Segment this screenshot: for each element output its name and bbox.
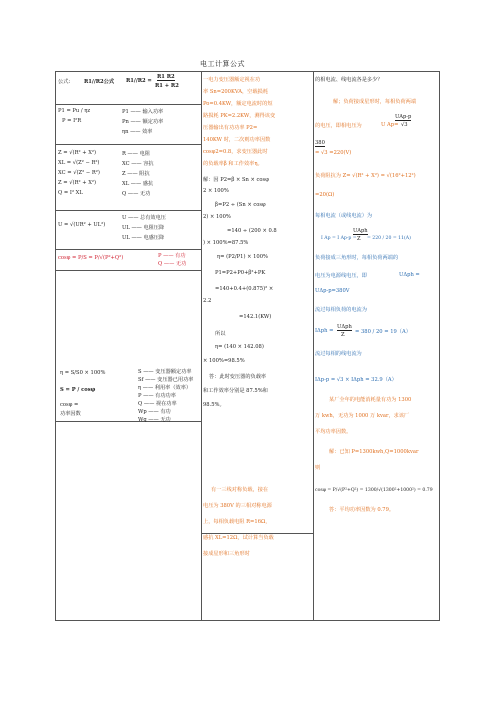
definition: P —— 有功功率 xyxy=(138,393,176,399)
text-line: 电压为电源线电压，即 xyxy=(315,273,367,279)
formula: XC = √(Z² − R²) xyxy=(58,170,100,176)
text-line: 流过每相的线电流为 xyxy=(315,351,362,357)
fraction-denominator: √3 xyxy=(401,122,408,128)
fraction-numerator: UΔph xyxy=(337,324,352,330)
text-line: 140KW 时，二次则功率因数 xyxy=(203,137,271,143)
formula: cosφ = P/S = P/√(P²+Q²) xyxy=(58,255,124,261)
formula: I Ap = I Ap-p = xyxy=(321,236,357,241)
text-line: β=P2 ÷ (Sn × cosφ xyxy=(215,202,266,208)
definition: UL —— 电阻压降 xyxy=(122,225,165,231)
definition: P1 —— 输入功率 xyxy=(122,109,164,115)
formula: R1//R2 = xyxy=(126,78,152,84)
label: U Ap= xyxy=(381,122,399,128)
text-line: 的电压，即相电压为 xyxy=(315,123,362,129)
column-divider xyxy=(313,72,314,620)
text-line: 一电力变压器额定视在功 xyxy=(203,77,261,83)
text-line: 解：因 P2=β × Sn × cosφ xyxy=(203,177,269,183)
formula: η = S/S0 × 100% xyxy=(60,370,106,376)
fraction-numerator: UAph xyxy=(353,228,368,234)
row-divider xyxy=(56,249,201,250)
fraction-numerator: 380 xyxy=(315,140,325,146)
text-line: 则 xyxy=(315,465,321,471)
text-line: =142.1(KW) xyxy=(239,314,272,320)
row-divider xyxy=(56,421,201,422)
formula: cosφ = xyxy=(60,402,79,408)
row-divider xyxy=(56,270,201,271)
definition: ηn —— 效率 xyxy=(122,129,153,135)
text-line: 感抗 XL=12Ω，试计算当负载 xyxy=(203,535,274,541)
text-line: 万 kwh，无功为 1000 万 kvar，求该厂 xyxy=(315,413,410,419)
text-line: =20(Ω) xyxy=(315,192,335,198)
formula: U = √(UR² + UL²) xyxy=(58,222,106,228)
text-line: Po=0.4KW，额定电流时的短 xyxy=(203,101,273,107)
definition: η —— 利用率（效率） xyxy=(138,385,192,391)
column-divider xyxy=(201,72,202,620)
text-line: ) × 100%=87.5% xyxy=(203,240,249,246)
row-divider xyxy=(56,144,201,145)
text-line: IΔph = xyxy=(315,328,334,334)
text-line: 上，每相负载电阻 R=16Ω， xyxy=(203,519,271,525)
row-divider xyxy=(56,210,201,211)
text-line: η= (P2/P1) × 100% xyxy=(217,254,268,260)
text-line: 答：此时变压器的负载率 xyxy=(209,374,267,380)
text-line: 的相电流、线电流各是多少？ xyxy=(315,77,383,83)
text-line: 负荷接成三角形时，每相负荷两端的 xyxy=(315,255,399,261)
text-line: 压器输出有功功率 P2= xyxy=(203,125,258,131)
formula: = 380 / 20 = 19（A） xyxy=(355,329,411,335)
definition: Q —— 视在功率 xyxy=(138,401,177,407)
text-line: cosφ = P/√(P²+Q²) = 1300/√(1300²+1000²) = 0.79 xyxy=(315,488,433,493)
formula: Q = I² XL xyxy=(58,190,83,196)
text-line: 接成星形和三角形时 xyxy=(203,551,250,557)
definition: Z —— 阻抗 xyxy=(122,171,150,177)
text-line: 的负载率β 和工作效率η。 xyxy=(203,161,263,167)
definition: P —— 有功 xyxy=(158,253,186,259)
text-line: 有一三线对称负载，接在 xyxy=(211,487,269,493)
row-divider xyxy=(56,104,201,105)
fraction-numerator: R1 R2 xyxy=(157,74,175,80)
text-line: 98.5%。 xyxy=(203,402,225,408)
text-line: 所以 xyxy=(215,331,226,337)
text-line: 某厂全年的电能消耗量有功为 1300 xyxy=(329,397,412,403)
page-title: 电工计算公式 xyxy=(200,60,245,68)
text-line: =140+0.4+(0.875)² × xyxy=(215,286,274,292)
formula-name: 功率因数 xyxy=(60,411,81,417)
text-line: 电压为 380V 的三相对称电源 xyxy=(203,503,272,509)
text-line: 2.2 xyxy=(203,298,212,304)
definition: S —— 变压器额定功率 xyxy=(138,369,192,375)
formula: UΔph = xyxy=(399,272,420,278)
definition: U —— 总有效电压 xyxy=(122,215,166,221)
definition: Q —— 无功 xyxy=(122,191,151,197)
text-line: = √3 =220(V) xyxy=(315,150,352,156)
definition: UL —— 电感压降 xyxy=(122,235,165,241)
formula-name: R1//R2公式 xyxy=(84,79,115,85)
text-line: 路损耗 PK=2.2KW，测得该变 xyxy=(203,113,276,119)
label: 公式: xyxy=(58,79,71,85)
text-line: 和工作效率分别是 87.5%和 xyxy=(203,388,268,394)
formula: P = I²R xyxy=(62,118,82,124)
definition: Q —— 无功 xyxy=(158,261,187,267)
definition: Wq —— 无功 xyxy=(138,417,171,423)
fraction-numerator: UAp-p xyxy=(395,114,412,120)
formula: P1 = Pu / ηz xyxy=(58,108,91,114)
definition: Sf —— 变压器已用功率 xyxy=(138,377,194,383)
text-line: × 100%=98.5% xyxy=(203,358,245,364)
text-line: P1=P2+P0+β²+PK xyxy=(215,270,266,276)
fraction-denominator: Z xyxy=(357,236,361,242)
text-line: UΔp-p=380V xyxy=(315,288,350,294)
definition: R —— 电阻 xyxy=(122,151,150,157)
formula: = 220 / 20 = 11(A) xyxy=(367,236,411,241)
text-line: 解：已知 P=1300kwh,Q=1000kvar xyxy=(329,449,419,455)
text-line: 2 × 100% xyxy=(203,188,229,194)
text-line: 每相电流（或线电流）为 xyxy=(315,213,373,219)
text-line: 流过每相负荷的电流为 xyxy=(315,307,367,313)
definition: Pn —— 额定功率 xyxy=(122,119,164,125)
definition: Wp —— 有功 xyxy=(138,409,171,415)
text-line: 率 Sn=200KVA，空载损耗 xyxy=(203,89,268,95)
text-line: =140 ÷ (200 × 0.8 xyxy=(227,228,277,234)
formula: Z = √(R² + X²) xyxy=(58,150,97,156)
text-line: 2) × 100% xyxy=(203,214,231,220)
text-line: 负荷阻抗为 Z= √(R² + X²) = √(16²+12²) xyxy=(315,173,416,179)
text-line: IΔp-p = √3 × IΔph = 32.9（A） xyxy=(315,377,397,383)
text-line: 答：平均功率因数为 0.79。 xyxy=(329,507,395,513)
definition: XC —— 容抗 xyxy=(122,161,154,167)
text-line: 平均功率因数。 xyxy=(315,429,352,435)
formula: S = P / cosφ xyxy=(60,387,96,393)
fraction-denominator: Z xyxy=(341,332,345,338)
formula: Z = √(R² + X²) xyxy=(58,180,97,186)
formula-table xyxy=(55,71,440,621)
fraction-denominator: R1 + R2 xyxy=(155,83,179,89)
text-line: cosφ2=0.8，求变压器此时 xyxy=(203,149,268,155)
definition: XL —— 感抗 xyxy=(122,181,154,187)
text-line: 解；负荷接成星形时，每相负荷两端 xyxy=(333,99,417,105)
formula: XL = √(Z² − R²) xyxy=(58,160,100,166)
text-line: η= (140 × 142.08) xyxy=(215,344,264,350)
